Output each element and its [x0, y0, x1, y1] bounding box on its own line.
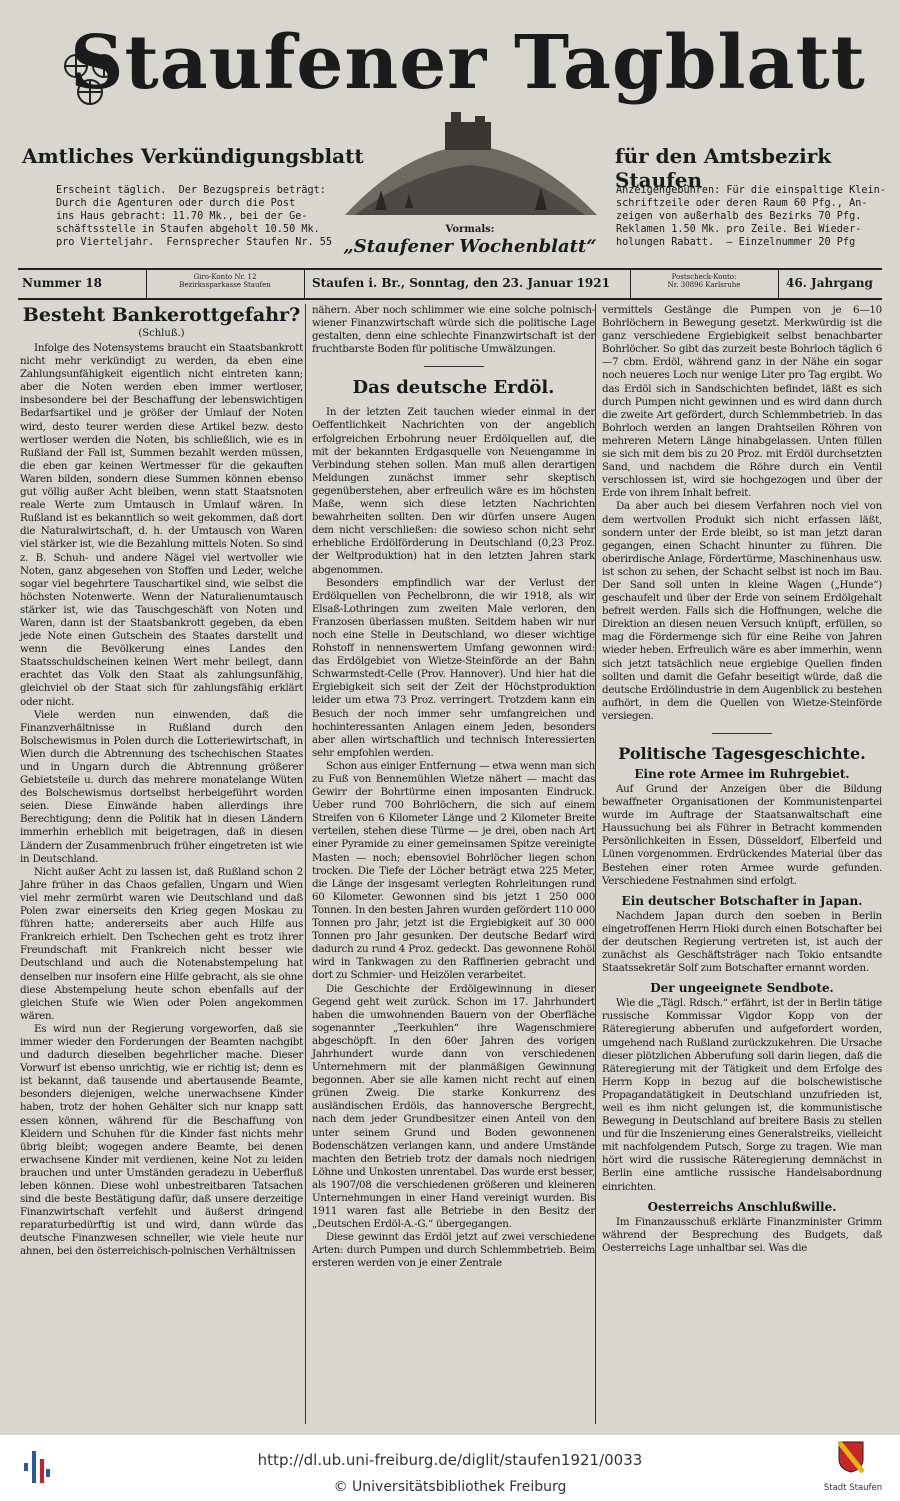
- article-paragraph: Diese gewinnt das Erdöl jetzt auf zwei verschiedene Arten: durch Pumpen und durch Schlemmbetrieb. Beim ersteren werden von je einer Zentrale: [312, 1231, 595, 1270]
- article-paragraph: Nicht außer Acht zu lassen ist, daß Rußland schon 2 Jahre früher in das Chaos gefallen, Ungarn und Wien viel mehr zermürbt waren wie Deutschland und daß Polen zwar einerseits den Krieg gegen Moskau zu führen hatte; andererseits aber auch Hilfe aus Frankreich erhielt. Den Tschechen geht es trotz ihrer Freundschaft mit Frankreich nicht besser wie Deutschland und auch die Notenabstempelung hat denselben nur insofern eine Hilfe gebracht, als sie ohne diese Abstempelung heute schon ebenfalls auf der gleichen Stufe wie Wien oder Polen angekommen wären.: [20, 865, 303, 1022]
- column-1: [20, 304, 303, 1259]
- viewer-footer: [0, 1435, 900, 1501]
- article-paragraph: In der letzten Zeit tauchen wieder einmal in der Oeffentlichkeit Nachrichten von der angeblich erfolgreichen Erbohrung neuer Erdölquellen auf, die mit der bekannten Erdgasquelle von Neuengamme in Verbindung stehen sollen. Man muß allen derartigen Meldungen zunächst immer sehr skeptisch gegenüberstehen, aber erfreulich wäre es im höchsten Maße, wenn sich diese letzten Nachrichten bewahrheiten sollten. Den wir dürfen unsere Augen dem nicht verschließen: die sowieso schon nicht sehr erhebliche Erdölförderung in Deutschland (0,23 Proz. der Weltproduktion) hat in den letzten Jahren stark abgenommen.: [312, 406, 595, 576]
- former-name: „Staufener Wochenblatt“: [343, 236, 597, 257]
- copyright-notice: © Universitätsbibliothek Freiburg: [333, 1479, 567, 1495]
- article-paragraph: Es wird nun der Regierung vorgeworfen, daß sie immer wieder den Forderungen der Beamten nachgibt und dadurch dieselben begehrlicher mache. Dieser Vorwurf ist ebenso unrichtig, wie er richtig ist; denn es ist bekannt, daß tausende und abertausende Beamte, besonders diejenigen, welche unerwachsene Kinder haben, trotz der hohen Gehälter sich nur knapp satt essen können, während für die Beschaffung von Kleidern und Schuhen für die Kinder fast nichts mehr übrig bleibt; wogegen andere Beamte, bei denen erwachsene Kinder mit verdienen, keine Not zu leiden brauchen und unter Umständen geradezu in Ueberfluß leben können. Diese wohl unbestreitbaren Tatsachen sind die beste Bestätigung dafür, daß unsere derzeitige Finanzwirtschaft verfehlt und äußerst dringend reparaturbedürftig ist und wird, dann würde das deutsche Finanzwesen schneller, wie viele heute nur ahnen, bei den österreichisch-polnischen Verhältnissen: [20, 1022, 303, 1258]
- dateline-bar: [18, 268, 882, 300]
- section-heading: Politische Tagesgeschichte.: [618, 744, 866, 763]
- column-2: [312, 304, 595, 1271]
- news-paragraph: Im Finanzausschuß erklärte Finanzminister Grimm während der Besprechung des Budgets, daß Oesterreichs Lage unhaltbar sei. Was die: [602, 1215, 882, 1254]
- news-heading: Eine rote Armee im Ruhrgebiet.: [634, 767, 850, 781]
- issue-number: Nummer 18: [22, 276, 102, 290]
- city-coat-of-arms-icon: [838, 1441, 864, 1473]
- article-paragraph: Da aber auch bei diesem Verfahren noch viel von dem wertvollen Produkt sich nicht erfassen läßt, sondern unter der Erde bleibt, so ist man jetzt daran gegangen, einen Schacht hinunter zu führen. Die oberirdische Anlage, Fördertürme, Maschinenhaus usw. ist schon zu sehen, der Schacht selbst ist noch im Bau. Der Sand soll unten in kleine Wagen („Hunde“) geschaufelt und über der Erde von seinem Erdölgehalt befreit werden. Falls sich die Hoffnungen, welche die Direktion an diesen neuen Versuch knüpft, erfüllen, so mag die Fördermenge sich für eine Reihe von Jahren wieder heben. Erfreulich wäre es aber immerhin, wenn sich jetzt tatsächlich neue ergiebige Quellen finden sollten und damit die Gefahr beseitigt würde, daß die deutsche Erdölindustrie in dem Augenblick zu bestehen aufhört, in dem die Quellen von Wietze-Steinförde versiegen.: [602, 500, 882, 722]
- article-subheading: (Schluß.): [138, 328, 185, 339]
- advertising-info: Anzeigengebühren: Für die einspaltige Klein- schriftzeile oder deren Raum 60 Pfg., An- zeigen von außerhalb des Bezirks 70 Pfg. Reklamen 1.50 Mk. pro Zeile. Bei Wieder- holungen Rabatt. — Einzelnummer 20 Pfg: [616, 185, 886, 248]
- dateline: Staufen i. Br., Sonntag, den 23. Januar 1921: [312, 276, 610, 290]
- article-paragraph: nähern. Aber noch schlimmer wie eine solche polnisch-wiener Finanzwirtschaft würde sich die politische Lage gestalten, denn eine schlechte Finanzwirtschaft ist der fruchtbarste Boden für politische Umwälzungen.: [312, 304, 595, 356]
- city-label: Stadt Staufen: [823, 1483, 883, 1493]
- giro-account: Giro-Konto Nr. 12 Bezirkssparkasse Staufen: [179, 273, 271, 289]
- article-paragraph: Schon aus einiger Entfernung — etwa wenn man sich zu Fuß von Bennemühlen Wietze nähert — macht das Gewirr der Bohrtürme einen imposanten Eindruck. Ueber rund 700 Bohrlöchern, die sich auf einem Streifen von 6 Kilometer Länge und 2 Kilometer Breite verteilen, stehen diese Türme — je drei, oben nach Art einer Pyramide zu einer gemeinsamen Spitze vereinigte Masten — noch; ebensoviel Bohrlöcher liegen schon trocken. Die Tiefe der Löcher beträgt etwa 225 Meter, die Länge der insgesamt verlegten Rohrleitungen rund 60 Kilometer. Gewonnen sind bis jetzt 1 250 000 Tonnen. In den besten Jahren wurden gefördert 110 000 Tonnen pro Jahr, jetzt ist die Ergiebigkeit auf 30 000 Tonnen pro Jahr gesunken. Der deutsche Bedarf wird dadurch zu rund 4 Proz. gedeckt. Das gewonnene Rohöl wird in Tankwagen zu den Raffinerien gebracht und dort zu Schmier- und Heizölen verarbeitet.: [312, 759, 595, 982]
- castle-illustration-icon: [335, 110, 605, 220]
- article-heading: Besteht Bankerottgefahr?: [22, 304, 301, 326]
- news-heading: Ein deutscher Botschafter in Japan.: [621, 893, 863, 908]
- column-3: [602, 304, 882, 1255]
- postal-account: Postscheck-Konto: Nr. 30896 Karlsruhe: [667, 273, 741, 289]
- vormals-label: Vormals:: [445, 224, 495, 235]
- permalink[interactable]: http://dl.ub.uni-freiburg.de/diglit/staufen1921/0033: [257, 1451, 643, 1469]
- newspaper-title: Staufener Tagblatt: [70, 20, 866, 106]
- subtitle-left: Amtliches Verkündigungsblatt: [22, 144, 364, 168]
- article-heading: Das deutsche Erdöl.: [352, 377, 555, 399]
- news-heading: Der ungeeignete Sendbote.: [650, 981, 834, 996]
- article-paragraph: Infolge des Notensystems braucht ein Staatsbankrott nicht mehr verkündigt zu werden, da eben eine Zahlungsunfähigkeit eigentlich nicht eintreten kann; aber die Noten werden eben immer wertloser, insbesondere bei der Beschaffung der lebenswichtigen Bedarfsartikel und je größer der Umlauf der Noten wird, desto teurer werden diese Artikel bezw. desto wertloser werden die Noten, bis schließlich, wie es in Rußland der Fall ist, Summen bezahlt werden müssen, die eben gar keinen Wertmesser für die gekauften Waren bilden, sondern diese Summen können ebenso gut völlig außer Acht bleiben, wenn statt Staatsnoten reale Werte zum Umtausch in Umlauf wären. In Rußland ist es bekanntlich so weit gekommen, daß dort die Naturalwirtschaft, d. h. der Umtausch von Waren viel stärker ist, wie die Bezahlung mittels Noten. So sind z. B. Schuh- und andere Nägel viel wertvoller wie Noten, ganz abgesehen von Stoffen und Leder, welche sogar viel begehrtere Tauschartikel sind, wie selbst die höchsten Notenwerte. Wenn der Naturalienumtausch stärker ist, wie das Tauschgeschäft von Noten und Waren, dann ist der Staatsbankrott gegeben, da eben jede Note einen Gutschein des Staates darstellt und wenn die Bevölkerung eines Landes den Staatsschuldscheinen keinen Wert mehr beilegt, dann erachtet das Volk den Staat als zahlungsunfähig, gleichviel ob der Staat sich für zahlungsfähig erklärt oder nicht.: [20, 342, 303, 708]
- volume-year: 46. Jahrgang: [786, 276, 873, 290]
- news-paragraph: Wie die „Tägl. Rdsch.“ erfährt, ist der in Berlin tätige russische Kommissar Vigdor Kopp von der Räteregierung abberufen und aufgefordert worden, umgehend nach Rußland zurückzukehren. Die Ursache dieser plötzlichen Abberufung soll darin liegen, daß die Räteregierung mit der Tätigkeit und dem Erfolge des Herrn Kopp in bezug auf die bolschewistische Propagandatätigkeit in Deutschland unzufrieden ist, weil es ihm nicht gelungen ist, die kommunistische Bewegung in Deutschland auf breitere Basis zu stellen und für die Inszenierung eines Generalstreiks, vielleicht mit nachfolgendem Putsch, Sorge zu tragen. Wie man hört wird die russische Räteregierung demnächst in Berlin eine amtliche russische Handelsabordnung einrichten.: [602, 997, 882, 1193]
- news-heading: Oesterreichs Anschlußwille.: [647, 1199, 837, 1214]
- article-paragraph: Viele werden nun einwenden, daß die Finanzverhältnisse in Rußland durch den Bolschewismus in Polen durch die Lotteriewirtschaft, in Wien durch die Abtrennung des tschechischen Staates und in Ungarn durch die Abtrennung größerer Gebietsteile u. durch das mehrere monatelange Wüten des Bolschewismus dortselbst herbeigeführt worden seien. Diese Einwände haben allerdings ihre Berechtigung; denn die Politik hat in diesen Ländern immerhin erheblich mit beigetragen, daß in diesen Ländern der Zusammenbruch früher eingetreten ist wie in Deutschland.: [20, 708, 303, 865]
- article-paragraph: Besonders empfindlich war der Verlust der Erdölquellen von Pechelbronn, die wir 1918, als wir Elsaß-Lothringen zum zweiten Male verloren, den Franzosen überlassen mußten. Seitdem haben wir nur noch eine Stelle in Deutschland, wo dieser wichtige Rohstoff in nennenswertem Umfang gewonnen wird: das Erdölgebiet von Wietze-Steinförde an der Bahn Schwarmstedt-Celle (Prov. Hannover). Und hier hat die Ergiebigkeit sich seit der Zeit der Höchstproduktion leider um etwa 73 Proz. verringert. Trotzdem kann ein Besuch der noch immer sehr umfangreichen und hochinteressanten Anlagen einem Jeden, besonders aber allen wirtschaftlich und technisch Interessierten sehr empfohlen werden.: [312, 576, 595, 759]
- news-paragraph: Nachdem Japan durch den soeben in Berlin eingetroffenen Herrn Hioki durch einen Botschafter bei der deutschen Regierung vertreten ist, ist auch der zunächst als Geschäftsträger nach Tokio entsandte Staatssekretär Solf zum Botschafter ernannt worden.: [602, 909, 882, 975]
- subtitle-right: für den Amtsbezirk Staufen: [615, 144, 832, 192]
- subscription-info: Erscheint täglich. Der Bezugspreis beträgt: Durch die Agenturen oder durch die Post ins Haus gebracht: 11.70 Mk., bei der Ge- schäftsstelle in Staufen abgeholt 10.50 Mk. pro Vierteljahr. Fernsprecher Staufen Nr. 55: [56, 185, 333, 248]
- article-paragraph: Die Geschichte der Erdölgewinnung in dieser Gegend geht weit zurück. Schon im 17. Jahrhundert haben die umwohnenden Bauern von der Oberfläche sogenannter „Teerkuhlen“ ihre Wagenschmiere abgeschöpft. In den 60er Jahren des vorigen Jahrhundert wurde dann von verschiedenen Unternehmern mit der planmäßigen Gewinnung begonnen. Aber sie alle kamen nicht recht auf einen grünen Zweig. Die starke Konkurrenz des ausländischen Erdöls, das hannoversche Bergrecht, nach dem jeder Grundbesitzer einen Anteil von den unter seinem Grund und Boden gewonnenen Bodenschätzen verlangen kann, und andere Umstände machten den Betrieb trotz der damals noch niedrigen Löhne und Unkosten unrentabel. Das wurde erst besser, als 1907/08 die verschiedenen größeren und kleineren Unternehmungen in einer Hand vereinigt wurden. Bis 1911 waren fast alle Betriebe in den Besitz der „Deutschen Erdöl-A.-G.“ übergegangen.: [312, 982, 595, 1231]
- news-paragraph: Auf Grund der Anzeigen über die Bildung bewaffneter Organisationen der Kommunistenpartei wurde im Auftrage der Staatsanwaltschaft eine Haussuchung bei als Führer in Betracht kommenden Persönlichkeiten in Essen, Düsseldorf, Elberfeld und Lünen vorgenommen. Erdrückendes Material über das Bestehen einer roten Armee wurde gefunden. Verschiedene Festnahmen sind erfolgt.: [602, 783, 882, 887]
- article-paragraph: vermittels Gestänge die Pumpen von je 6—10 Bohrlöchern in Bewegung gesetzt. Merkwürdig ist die ganz verschiedene Ergiebigkeit selbst benachbarter Bohrlöcher. So gibt das zurzeit beste Bohrloch täglich 6—7 cbm. Erdöl, während ganz in der Nähe ein sogar noch neueres Loch nur wenige Liter pro Tag ergibt. Wo das Erdöl sich in Sandschichten befindet, läßt es sich durch Pumpen nicht gewinnen und es wird dann durch die zweite Art gefördert, durch Schlemmbetrieb. In das Bohrloch werden an langen Drahtseilen Röhren von mehreren Metern Länge hinabgelassen. Unten füllen sie sich mit dem bis zu 20 Proz. mit Erdöl durchsetzten Sand, und nachdem die Röhre durch ein Ventil verschlossen ist, wird sie hochgezogen und über der Erde von ihrem Inhalt befreit.: [602, 304, 882, 500]
